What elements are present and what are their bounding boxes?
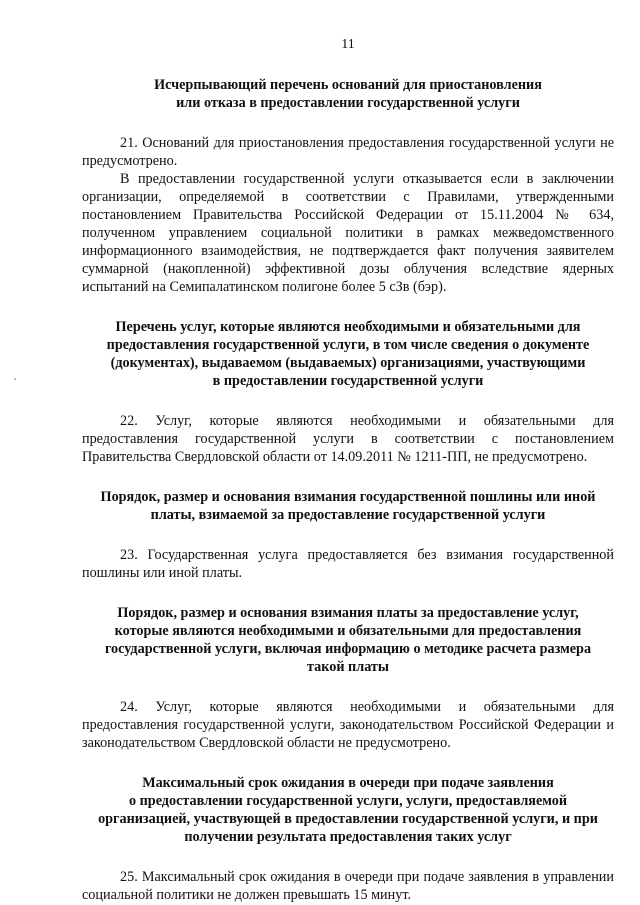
heading-line: Порядок, размер и основания взимания платы за предоставление услуг,: [117, 605, 579, 621]
paragraph-21: 21. Оснований для приостановления предоставления государственной услуги не предусмотрено.: [82, 135, 614, 169]
heading-line: или отказа в предоставлении государственной услуги: [176, 95, 520, 111]
heading-line: Максимальный срок ожидания в очереди при подаче заявления: [142, 775, 554, 791]
section-required-services: [82, 318, 614, 466]
paragraph-22: 22. Услуг, которые являются необходимыми и обязательными для предоставления государственной услуги в соответствии с постановлением Правительства Свердловской области от 14.09.2011 № 1211-ПП, не предусмотрено.: [82, 413, 614, 465]
heading-line: Перечень услуг, которые являются необходимыми и обязательными для: [115, 319, 581, 335]
heading-line: организацией, участвующей в предоставлении государственной услуги, и при: [98, 811, 598, 827]
section-state-fee: [82, 488, 614, 582]
heading-line: такой платы: [307, 659, 389, 675]
section-suspension-refusal: [82, 76, 614, 296]
heading-line: платы, взимаемой за предоставление государственной услуги: [150, 507, 546, 523]
margin-mark: [14, 378, 16, 380]
page-number: 11: [341, 37, 355, 52]
heading-line: о предоставлении государственной услуги, услуги, предоставляемой: [128, 793, 568, 809]
heading-line: (документах), выдаваемом (выдаваемых) организациями, участвующими: [110, 355, 586, 371]
paragraph-25: 25. Максимальный срок ожидания в очереди при подаче заявления в управлении социальной политики не должен превышать 15 минут.: [82, 869, 614, 903]
paragraph-refusal-conditions: В предоставлении государственной услуги отказывается если в заключении организации, определяемой в соответствии с Правилами, утвержденными постановлением Правительства Российской Федерации от 15.11.2004 № 634, полученном управлением социальной политики в рамках межведомственного информационного взаимодействия, не подтверждается факт получения заявителем суммарной (накопленной) эффективной дозы облучения вследствие ядерных испытаний на Семипалатинском полигоне более 5 сЗв (бэр).: [82, 171, 614, 295]
section-heading: [82, 318, 614, 390]
heading-line: предоставления государственной услуги, в том числе сведения о документе: [106, 337, 590, 353]
heading-line: которые являются необходимыми и обязательными для предоставления: [114, 623, 582, 639]
section-service-fee: [82, 604, 614, 752]
paragraph-24: 24. Услуг, которые являются необходимыми и обязательными для предоставления государственной услуги, законодательством Российской Федерации и законодательством Свердловской области не предусмотрено.: [82, 699, 614, 751]
heading-line: государственной услуги, включая информацию о методике расчета размера: [104, 641, 592, 657]
heading-line: Порядок, размер и основания взимания государственной пошлины или иной: [100, 489, 596, 505]
section-heading: [82, 488, 614, 524]
section-heading: [82, 604, 614, 676]
heading-line: получении результата предоставления таких услуг: [184, 829, 512, 845]
section-heading: [82, 76, 614, 112]
paragraph-23: 23. Государственная услуга предоставляется без взимания государственной пошлины или иной платы.: [82, 547, 614, 581]
heading-line: Исчерпывающий перечень оснований для приостановления: [154, 77, 542, 93]
section-heading: [82, 774, 614, 846]
heading-line: в предоставлении государственной услуги: [212, 373, 484, 389]
section-queue-time: [82, 774, 614, 904]
